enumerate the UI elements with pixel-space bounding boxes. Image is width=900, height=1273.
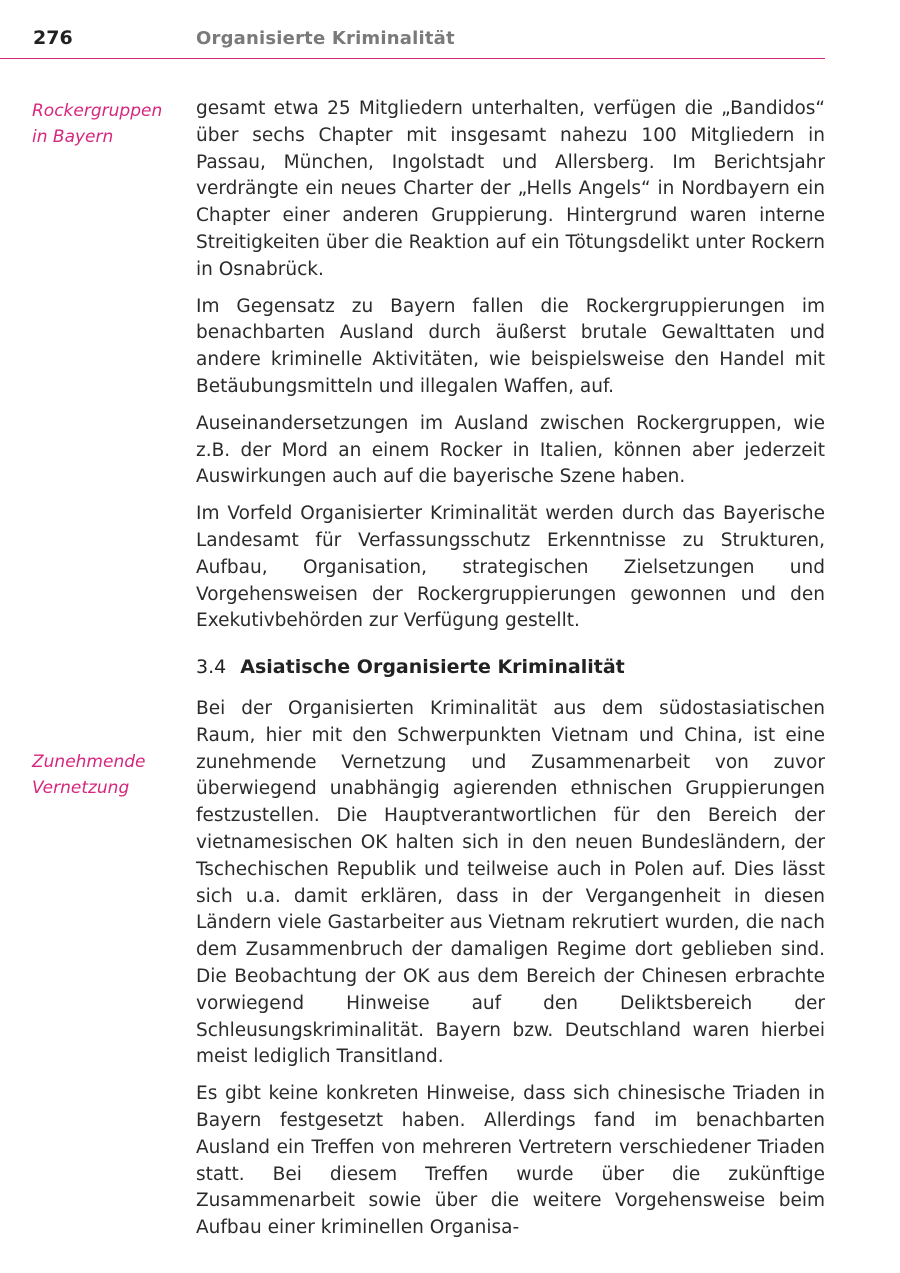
paragraph: Bei der Organisierten Kriminalität aus dem südostasiatischen Raum, hier mit den Schwerpunkten Vietnam und China, ist eine zunehmende Vernetzung und Zusammenarbeit von zuvor überwiegend unabhängig agierenden ethnischen Gruppierungen festzustellen. Die Hauptverantwortlichen für den Bereich der vietnamesischen OK halten sich in den neuen Bundesländern, der Tschechischen Republik und teilweise auch in Polen auf. Dies lässt sich u.a. damit erklären, dass in der Vergangenheit in diesen Ländern viele Gastarbeiter aus Vietnam rekrutiert wurden, die nach dem Zusammenbruch der damaligen Regime dort geblieben sind. Die Beobachtung der OK aus dem Bereich der Chinesen erbrachte vorwiegend Hinweise auf den Deliktsbereich der Schleusungskriminalität. Bayern bzw. Deutschland waren hierbei meist lediglich Transitland. [196, 698, 825, 1068]
section-heading [196, 656, 625, 678]
paragraph: Auseinandersetzungen im Ausland zwischen Rockergruppen, wie z.B. der Mord an einem Rocker in Italien, können aber jederzeit Auswirkungen auch auf die bayerische Szene haben. [196, 412, 825, 488]
section-title: Asiatische Organisierte Kriminalität [240, 656, 625, 678]
paragraph: Im Gegensatz zu Bayern fallen die Rockergruppierungen im benachbarten Ausland durch äußerst brutale Gewalttaten und andere kriminelle Aktivitäten, wie beispielsweise den Handel mit Betäubungsmitteln und illegalen Waffen, auf. [196, 295, 825, 397]
margin-note-vernetzung [32, 749, 172, 801]
paragraph: gesamt etwa 25 Mitgliedern unterhalten, verfügen die „Bandidos“ über sechs Chapter mit insgesamt nahezu 100 Mitgliedern in Passau, München, Ingolstadt und Allersberg. Im Berichtsjahr verdrängte ein neues Charter der „Hells Angels“ in Nordbayern ein Chapter einer anderen Gruppierung. Hintergrund waren interne Streitigkeiten über die Reaktion auf ein Tötungsdelikt unter Rockern in Osnabrück. [196, 98, 825, 280]
margin-note-line: Rockergruppen [32, 101, 163, 121]
margin-note-line: Vernetzung [32, 778, 130, 798]
margin-note-line: in Bayern [32, 127, 114, 147]
running-title: Organisierte Kriminalität [196, 28, 455, 49]
section-number: 3.4 [196, 656, 227, 678]
page-header [0, 0, 825, 59]
section-body-rockergruppen [196, 96, 825, 645]
paragraph: Es gibt keine konkreten Hinweise, dass sich chinesische Triaden in Bayern festgesetzt haben. Allerdings fand im benachbarten Ausland ein Treffen von mehreren Vertretern verschiedener Triaden statt. Bei diesem Treffen wurde über die zukünftige Zusammenarbeit sowie über die weitere Vorgehensweise beim Aufbau einer kriminellen Organisa- [196, 1083, 825, 1239]
margin-note-rockergruppen [32, 98, 172, 150]
paragraph: Im Vorfeld Organisierter Kriminalität werden durch das Bayerische Landesamt für Verfassungsschutz Erkenntnisse zu Strukturen, Aufbau, Organisation, strategischen Zielsetzungen und Vorgehensweisen der Rockergruppierungen gewonnen und den Exekutivbehörden zur Verfügung gestellt. [196, 503, 825, 632]
margin-note-line: Zunehmende [32, 752, 146, 772]
section-body-asiatische-ok [196, 696, 825, 1252]
page-number: 276 [33, 27, 73, 49]
